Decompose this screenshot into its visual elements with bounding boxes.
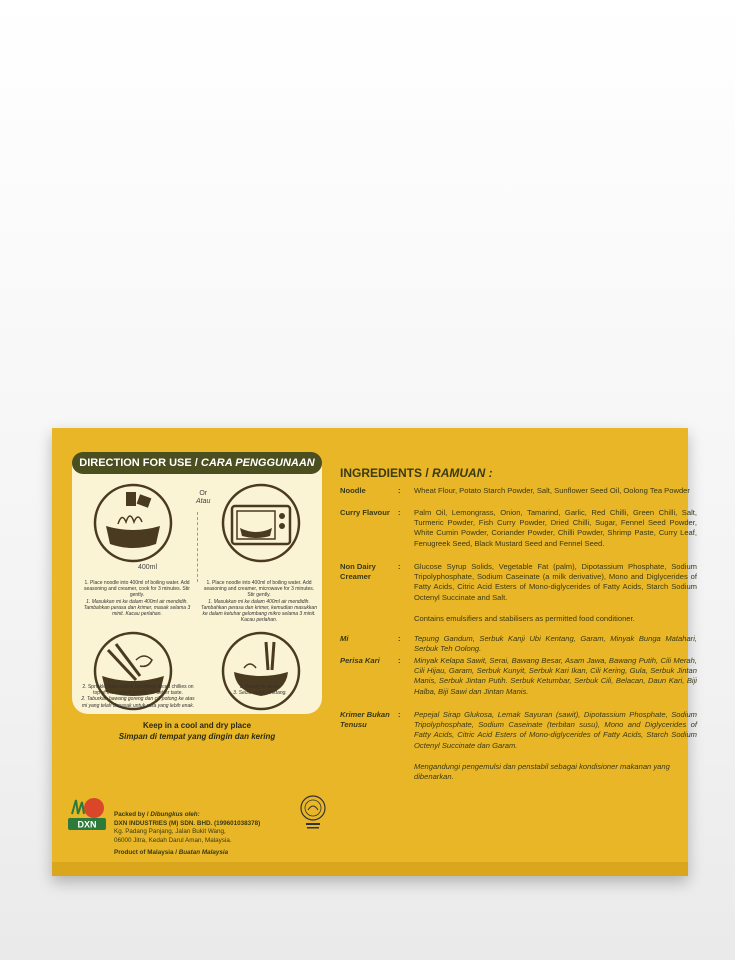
direction-title bbox=[72, 452, 322, 474]
halal-logo bbox=[298, 794, 328, 830]
step2-text bbox=[80, 684, 196, 709]
ingredients-title-ms: RAMUAN : bbox=[428, 466, 493, 480]
packer-info bbox=[114, 811, 260, 858]
colon: : bbox=[398, 634, 401, 643]
krimer-label: Krimer Bukan Tenusu bbox=[340, 710, 390, 730]
krimer-note: Mengandungi pengemulsi dan penstabil sebagai kondisioner makanan yang dibenarkan. bbox=[414, 762, 670, 782]
creamer-note: Contains emulsifiers and stabilisers as permitted food conditioner. bbox=[414, 614, 635, 623]
origin-ms: Buatan Malaysia bbox=[176, 849, 229, 856]
box-bottom-edge bbox=[52, 862, 688, 876]
colon: : bbox=[398, 656, 401, 665]
boiling-pot-icon bbox=[92, 482, 174, 564]
krimer-value: Pepejal Sirap Glukosa, Lemak Sayuran (sawit), Dipotassium Phosphate, Sodium Tripolyphosphate, Sodium Caseinate (terbitan susu), Mono and Diglycerides of Fatty Acids, Citric Acid Esters of Mono-diglycerides of Fatty Acids, Starch Sodium Octenyl Succinate dan Garam. bbox=[414, 710, 697, 750]
colon: : bbox=[398, 508, 401, 517]
packer-company: DXN INDUSTRIES (M) SDN. BHD. (199601038378) bbox=[114, 819, 261, 827]
step-divider-vertical bbox=[197, 512, 198, 582]
colon: : bbox=[398, 486, 401, 495]
or-label bbox=[196, 490, 210, 506]
curry-label: Curry Flavour bbox=[340, 508, 390, 517]
kari-label: Perisa Kari bbox=[340, 656, 380, 665]
kari-value: Minyak Kelapa Sawit, Serai, Bawang Besar, Asam Jawa, Bawang Putih, Cili Merah, Cili Hijau, Garam, Serbuk Kunyit, Serbuk Kari Ikan, Cili Kering, Gula, Serbuk Jintan Manis, Serbuk Jintan Putih. Serbuk Ketumbar, Serbuk Cili, Belacan, Daun Kari, Biji Halba, Biji Sawi dan Jintan Manis. bbox=[414, 656, 697, 696]
mi-label: Mi bbox=[340, 634, 349, 643]
storage-instructions bbox=[72, 720, 322, 742]
packer-label-ms: Dibungkus oleh: bbox=[148, 811, 200, 818]
step3-ms: 3. Sedia untuk dihidang. bbox=[233, 690, 287, 697]
or-en: Or bbox=[199, 490, 208, 497]
step1-en: 1. Place noodle into 400ml of boiling water. Add seasoning and creamer, cook for 3 minutes. Stir gently. bbox=[84, 580, 190, 599]
dxn-logo-text: DXN bbox=[77, 819, 97, 830]
step1b-en: 1. Place noodle into 400ml of boiling water. Add seasoning and creamer, microwave for 3 minutes. Stir gently. bbox=[203, 580, 315, 599]
creamer-label: Non Dairy Creamer bbox=[340, 562, 376, 582]
step1b-text bbox=[200, 580, 318, 623]
origin-en: Product of Malaysia / bbox=[114, 849, 177, 856]
microwave-icon bbox=[220, 482, 302, 564]
noodle-label: Noodle bbox=[340, 486, 366, 495]
volume-label: 400ml bbox=[138, 564, 158, 571]
step1-ms: 1. Masukkan mi ke dalam 400ml air mendidih. Tambahkan perasa dan krimer, masak selama 3 minit. Kacau perlahan. bbox=[83, 598, 191, 618]
creamer-value: Glucose Syrup Solids, Vegetable Fat (palm), Dipotassium Phosphate, Sodium Tripolyphosphate, Sodium Caseinate (a milk derivative), Mono and Diglycerides of Fatty Acids, Citric Acid Esters of Mono-diglycerides of Fatty Acids, Starch Sodium Octenyl Succinate and Salt. bbox=[414, 562, 697, 602]
storage-ms: Simpan di tempat yang dingin dan kering bbox=[118, 732, 276, 741]
colon: : bbox=[398, 562, 401, 571]
direction-title-ms: CARA PENGGUNAAN bbox=[197, 457, 315, 469]
ingredients-title-en: INGREDIENTS / bbox=[340, 466, 429, 480]
direction-title-en: DIRECTION FOR USE / bbox=[79, 457, 198, 469]
storage-en: Keep in a cool and dry place bbox=[142, 721, 252, 730]
step3-en: 3. Ready to serve. bbox=[239, 684, 281, 690]
step1b-ms: 1. Masukkan mi ke dalam 400ml air mendidih. Tambahkan perasa dan krimer, kemudian masukkan ke dalam ketuhar gelombang mikro selama 3 minit. Kacau perlahan. bbox=[201, 598, 317, 624]
mi-value: Tepung Gandum, Serbuk Kanji Ubi Kentang, Garam, Minyak Bunga Matahari, Serbuk Teh Oolong. bbox=[414, 634, 697, 654]
dxn-logo bbox=[66, 794, 108, 832]
packer-address2: 06000 Jitra, Kedah Darul Aman, Malaysia. bbox=[114, 836, 232, 844]
colon: : bbox=[398, 710, 401, 719]
ready-bowl-icon bbox=[220, 630, 302, 712]
step3-text bbox=[202, 684, 318, 696]
step2-ms: 2. Taburkan bawang goreng dan cili potong ke atas mi yang telah dimasak untuk rasa yang lebih enak. bbox=[81, 696, 195, 709]
or-ms: Atau bbox=[196, 498, 211, 505]
ingredients-title bbox=[340, 466, 493, 480]
step1-text bbox=[78, 580, 196, 617]
direction-panel bbox=[72, 452, 322, 714]
curry-value: Palm Oil, Lemongrass, Onion, Tamarind, Garlic, Red Chilli, Green Chilli, Salt, Turmeric Powder, Fish Curry Powder, Dried Chilli, Sugar, Fennel Seed Powder, White Cumin Powder, Coriander Powder, Chilli Powder, Shrimp Paste, Curry Leaf, Fenugreek Seed, Black Mustard Seed and Fennel Seed. bbox=[414, 508, 697, 548]
packer-address1: Kg. Padang Panjang, Jalan Bukit Wang, bbox=[114, 828, 226, 835]
step2-en: 2. Sprinkle fried onions and finely sliced chillies on top of the cooked noodle for better taste. bbox=[82, 684, 194, 697]
noodle-value: Wheat Flour, Potato Starch Powder, Salt, Sunflower Seed Oil, Oolong Tea Powder bbox=[414, 486, 690, 495]
product-box-back bbox=[52, 428, 697, 876]
packer-label-en: Packed by / bbox=[114, 811, 149, 818]
